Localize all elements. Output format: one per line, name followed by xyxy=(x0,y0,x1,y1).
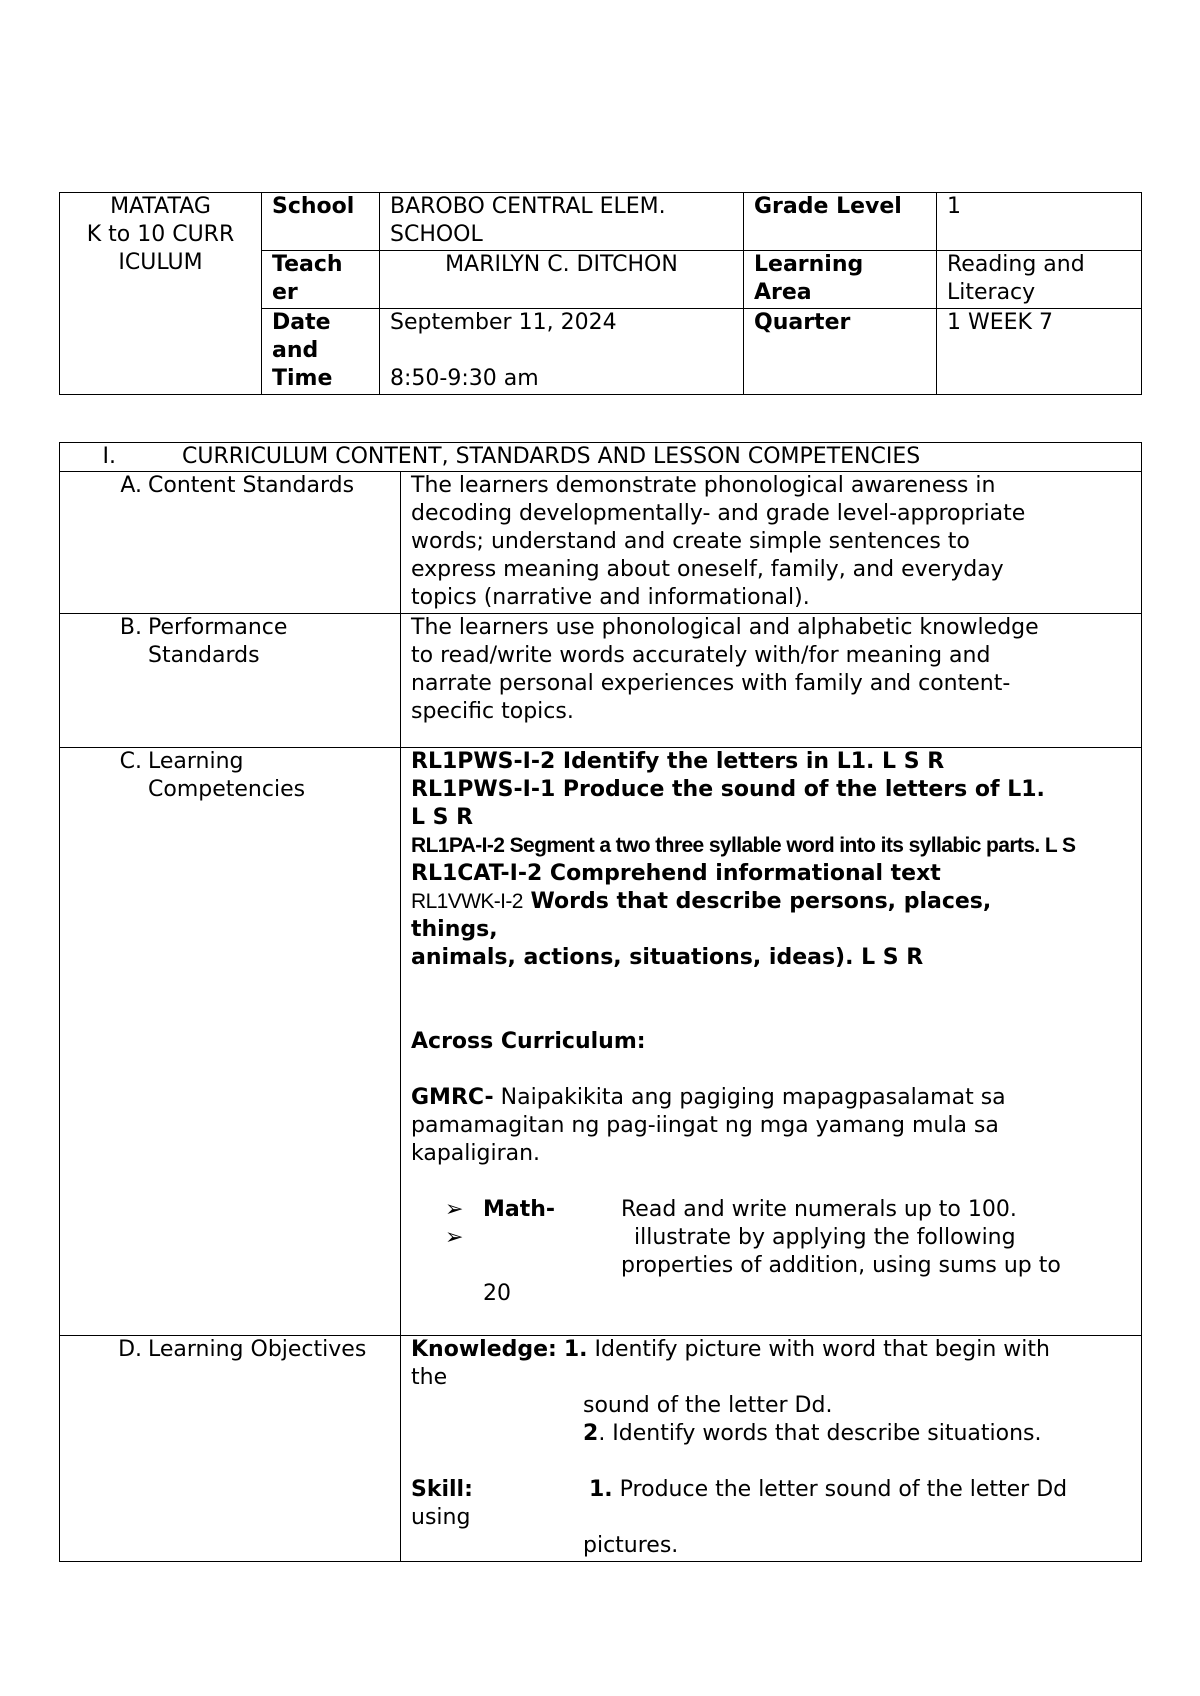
curriculum-line: MATATAG xyxy=(110,194,211,219)
arrow-bullet-icon: ➢ xyxy=(445,1225,464,1250)
area-value xyxy=(937,251,1142,309)
learning-objectives-text xyxy=(401,1336,1142,1562)
objective-line xyxy=(411,1476,1131,1504)
header-table xyxy=(59,192,1142,395)
row-letter: A. xyxy=(120,473,142,498)
text-line: to read/write words accurately with/for meaning and xyxy=(411,643,991,668)
objective-text: Produce the letter sound of the letter Dd xyxy=(612,1477,1068,1502)
objective-number: 1. xyxy=(563,1337,588,1362)
content-standards-text xyxy=(401,472,1142,614)
row-letter: B. xyxy=(119,615,142,640)
grade-value: 1 xyxy=(937,193,1142,251)
competency-line: RL1PWS-I-1 Produce the sound of the letters of L1. xyxy=(411,777,1045,802)
row-label: Competencies xyxy=(148,777,306,802)
curriculum-line: K to 10 CURR xyxy=(86,222,235,247)
competency-line: RL1CAT-I-2 Comprehend informational text xyxy=(411,861,941,886)
quarter-value: 1 WEEK 7 xyxy=(937,309,1142,395)
quarter-label: Quarter xyxy=(744,309,937,395)
gmrc-line: pamamagitan ng pag-iingat ng mga yamang mula sa xyxy=(411,1113,999,1138)
section-title: CURRICULUM CONTENT, STANDARDS AND LESSON COMPETENCIES xyxy=(182,444,921,469)
performance-standards-label xyxy=(60,614,401,748)
text-line: The learners demonstrate phonological awareness in xyxy=(411,473,996,498)
school-value-line: BAROBO CENTRAL ELEM. xyxy=(390,194,666,219)
objective-number: 1. xyxy=(589,1477,613,1502)
date-label-line: Time xyxy=(272,366,333,391)
teacher-value: MARILYN C. DITCHON xyxy=(380,251,744,309)
school-label: School xyxy=(262,193,380,251)
across-curriculum-heading: Across Curriculum: xyxy=(411,1029,646,1054)
knowledge-label: Knowledge: xyxy=(411,1337,557,1362)
date-label-line: Date xyxy=(272,310,331,335)
text-line: decoding developmentally- and grade level-appropriate xyxy=(411,501,1026,526)
text-line: The learners use phonological and alphabetic knowledge xyxy=(411,615,1039,640)
curriculum-cell xyxy=(60,193,262,395)
skill-label: Skill: xyxy=(411,1477,473,1502)
school-value xyxy=(380,193,744,251)
grade-label: Grade Level xyxy=(744,193,937,251)
row-label: Learning xyxy=(148,749,244,774)
objective-line: pictures. xyxy=(583,1533,679,1558)
area-value-line: Literacy xyxy=(947,280,1036,305)
teacher-label xyxy=(262,251,380,309)
learning-objectives-label xyxy=(60,1336,401,1562)
text-line: specific topics. xyxy=(411,699,574,724)
row-label: Performance xyxy=(148,615,288,640)
school-value-line: SCHOOL xyxy=(390,222,483,247)
teacher-label-line: er xyxy=(272,280,298,305)
objective-line: the xyxy=(411,1365,448,1390)
row-letter: D. xyxy=(118,1337,142,1362)
learning-competencies-text xyxy=(401,748,1142,1336)
row-label: Content Standards xyxy=(148,473,355,498)
math-text: Read and write numerals up to 100. xyxy=(621,1197,1017,1222)
date-value xyxy=(380,309,744,395)
objective-text: Identify picture with word that begin with xyxy=(587,1337,1050,1362)
objective-text: . Identify words that describe situations. xyxy=(598,1421,1042,1446)
text-line: express meaning about oneself, family, and everyday xyxy=(411,557,1004,582)
section-heading xyxy=(60,443,1142,472)
date-label xyxy=(262,309,380,395)
competency-line: RL1PWS-I-2 Identify the letters in L1. L S R xyxy=(411,749,945,774)
date-label-line: and xyxy=(272,338,319,363)
area-label-line: Learning xyxy=(754,252,864,277)
objective-line: sound of the letter Dd. xyxy=(583,1393,833,1418)
section-roman: I. xyxy=(102,444,116,469)
area-label xyxy=(744,251,937,309)
area-value-line: Reading and xyxy=(947,252,1085,277)
gmrc-line: kapaligiran. xyxy=(411,1141,541,1166)
text-line: topics (narrative and informational). xyxy=(411,585,810,610)
date-text: September 11, 2024 xyxy=(390,310,617,335)
time-text: 8:50-9:30 am xyxy=(390,366,539,391)
row-label: Learning Objectives xyxy=(148,1337,367,1362)
area-label-line: Area xyxy=(754,280,812,305)
gmrc-text: Naipakikita ang pagiging mapagpasalamat sa xyxy=(493,1085,1006,1110)
math-bullet xyxy=(411,1196,1131,1224)
objective-line xyxy=(411,1336,1131,1364)
competency-line: RL1PA-I-2 Segment a two three syllable word into its syllabic parts. L S xyxy=(411,834,1076,857)
competency-text: Words that describe persons, places, xyxy=(522,889,992,914)
objective-line xyxy=(411,1420,1131,1448)
curriculum-line: ICULUM xyxy=(118,250,203,275)
competency-line: things, xyxy=(411,917,498,942)
competency-code: RL1VWK-I-2 xyxy=(411,890,523,913)
math-text: 20 xyxy=(483,1281,511,1306)
arrow-bullet-icon: ➢ xyxy=(445,1197,464,1222)
row-letter: C. xyxy=(119,749,142,774)
text-line: narrate personal experiences with family and content- xyxy=(411,671,1011,696)
math-bullet xyxy=(411,1224,1131,1252)
gmrc-line xyxy=(411,1084,1131,1112)
row-label: Standards xyxy=(148,643,260,668)
content-standards-label xyxy=(60,472,401,614)
gmrc-label: GMRC- xyxy=(411,1085,494,1110)
performance-standards-text xyxy=(401,614,1142,748)
math-text: illustrate by applying the following xyxy=(634,1225,1016,1250)
teacher-label-line: Teach xyxy=(272,252,343,277)
competency-line xyxy=(411,888,1131,916)
competency-line: animals, actions, situations, ideas). L S R xyxy=(411,945,924,970)
text-line: words; understand and create simple sentences to xyxy=(411,529,970,554)
math-text: properties of addition, using sums up to xyxy=(621,1253,1061,1278)
objective-number: 2 xyxy=(583,1421,599,1446)
competency-line: L S R xyxy=(411,805,474,830)
objective-line: using xyxy=(411,1505,471,1530)
math-label: Math- xyxy=(483,1197,556,1222)
learning-competencies-label xyxy=(60,748,401,1336)
curriculum-table xyxy=(59,442,1142,1562)
